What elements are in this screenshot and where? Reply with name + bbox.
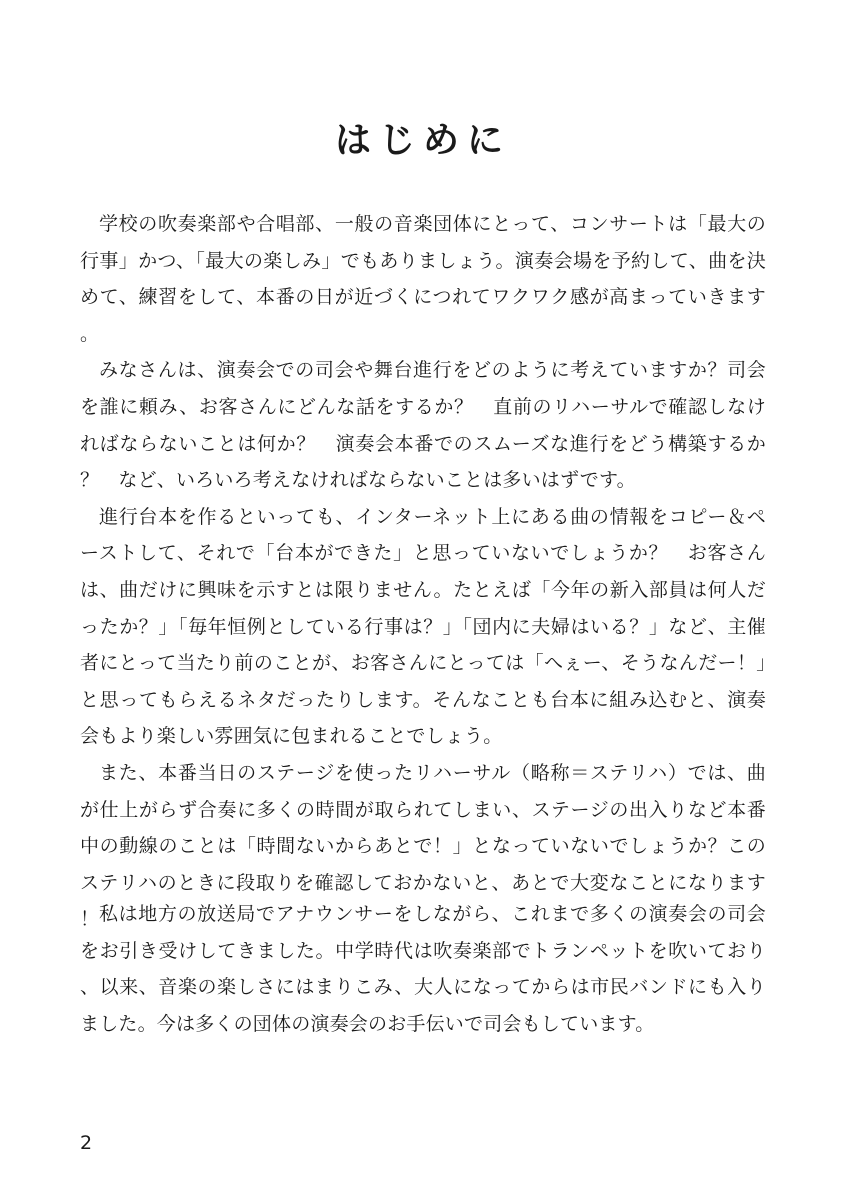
page-number: 2 <box>80 1132 93 1154</box>
page-title: はじめに <box>334 120 511 161</box>
paragraph: みなさんは、演奏会での司会や舞台進行をどのように考えていますか？司会を誰に頼み、お客さんにどんな話をするか？ 直前のリハーサルで確認しなければならないことは何か？ 演奏会本番でのスムーズな進行をどう構築するか？ など、いろいろ考えなければならないことは多いはずです。 <box>80 359 766 492</box>
paragraph: 学校の吹奏楽部や合唱部、一般の音楽団体にとって、コンサートは「最大の行事」かつ、「最大の楽しみ」でもありましょう。演奏会場を予約して、曲を決めて、練習をして、本番の日が近づくにつれてワクワク感が高まっていきます。 <box>80 213 766 345</box>
paragraph: 進行台本を作るといっても、インターネット上にある曲の情報をコピー＆ペーストして、それで「台本ができた」と思っていないでしょうか？ お客さんは、曲だけに興味を示すとは限りません。たとえば「今年の新入部員は何人だったか？」「毎年恒例としている行事は？」「団内に夫婦はいる？」など、主催者にとって当たり前のことが、お客さんにとっては「へぇー、そうなんだー！」と思ってもらえるネタだったりします。そんなことも台本に組み込むと、演奏会もより楽しい雰囲気に包まれることでしょう。 <box>80 505 766 748</box>
paragraph: 私は地方の放送局でアナウンサーをしながら、これまで多くの演奏会の司会をお引き受けしてきました。中学時代は吹奏楽部でトランペットを吹いており、以来、音楽の楽しさにはまりこみ、大人になってからは市民バンドにも入りました。今は多くの団体の演奏会のお手伝いで司会もしています。 <box>80 903 766 1035</box>
author-section <box>80 896 766 1042</box>
paragraph: また、本番当日のステージを使ったリハーサル（略称＝ステリハ）では、曲が仕上がらず合奏に多くの時間が取られてしまい、ステージの出入りなど本番中の動線のことは「時間ないからあとで！」となっていないでしょうか？このステリハのときに段取りを確認しておかないと、あとで大変なことになります！ <box>80 761 766 931</box>
intro-section <box>80 206 766 938</box>
